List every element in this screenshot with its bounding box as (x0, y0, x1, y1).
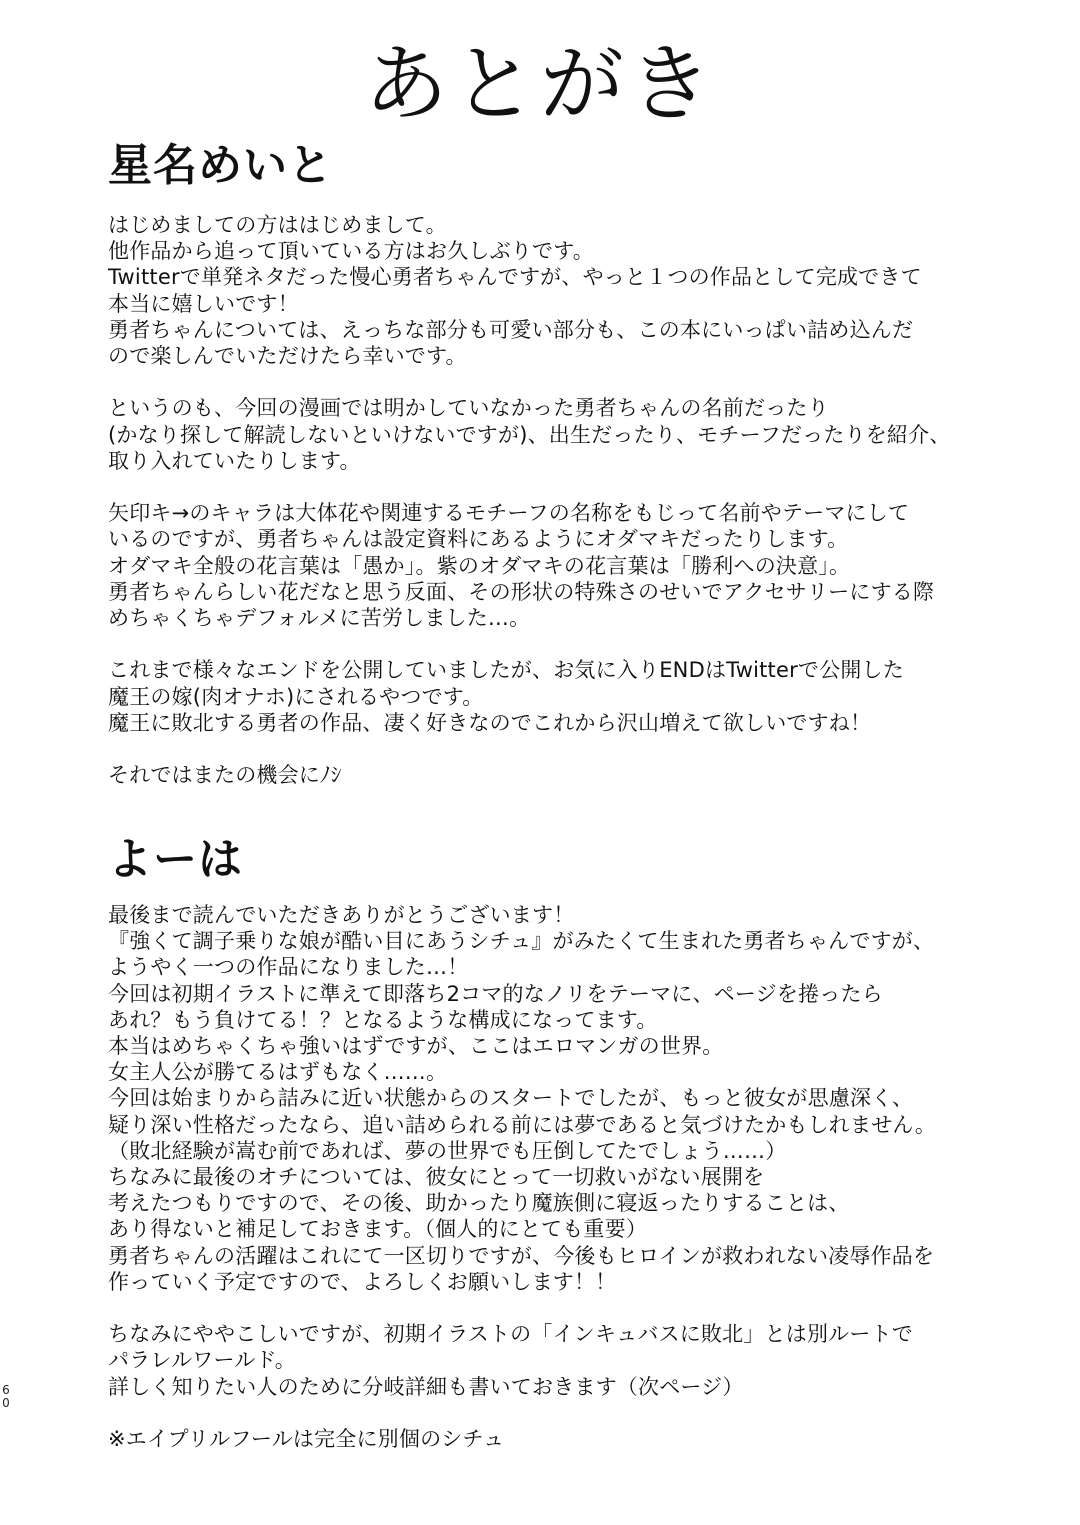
afterword-section-hoshina (108, 138, 1008, 788)
afterword-text-hoshina: はじめましての方ははじめまして。 他作品から追って頂いている方はお久しぶりです。 Twitterで単発ネタだった慢心勇者ちゃんですが、やっと１つの作品として完成できて 本当に嬉しいです！ 勇者ちゃんについては、えっちな部分も可愛い部分も、この本にいっぱい詰め込んだ ので楽しんでいただけたら幸いです。 というのも、今回の漫画では明かしていなかった勇者ちゃんの名前だったり (かなり探して解読しないといけないですが)、出生だったり、モチーフだったりを紹介、 取り入れていたりします。 矢印キ→のキャラは大体花や関連するモチーフの名称をもじって名前やテーマにして いるのですが、勇者ちゃんは設定資料にあるようにオダマキだったりします。 オダマキ全般の花言葉は「愚か」。紫のオダマキの花言葉は「勝利への決意」。 勇者ちゃんらしい花だなと思う反面、その形状の特殊さのせいでアクセサリーにする際 めちゃくちゃデフォルメに苦労しました…。 これまで様々なエンドを公開していましたが、お気に入りENDはTwitterで公開した 魔王の嫁(肉オナホ)にされるやつです。 魔王に敗北する勇者の作品、凄く好きなのでこれから沢山増えて欲しいですね！ それではまたの機会にﾉｼ (108, 213, 951, 788)
afterword-text-yooha: 最後まで読んでいただきありがとうございます！ 『強くて調子乗りな娘が酷い目にあうシチュ』がみたくて生まれた勇者ちゃんですが、 ようやく一つの作品になりました…！ 今回は初期イラストに準えて即落ち2コマ的なノリをテーマに、ページを捲ったら あれ？もう負けてる！？となるような構成になってます。 本当はめちゃくちゃ強いはずですが、ここはエロマンガの世界。 女主人公が勝てるはずもなく……。 今回は始まりから詰みに近い状態からのスタートでしたが、もっと彼女が思慮深く、 疑り深い性格だったなら、追い詰められる前には夢であると気づけたかもしれません。 （敗北経験が嵩む前であれば、夢の世界でも圧倒してたでしょう……） ちなみに最後のオチについては、彼女にとって一切救いがない展開を 考えたつもりですので、その後、助かったり魔族側に寝返ったりすることは、 あり得ないと補足しておきます。（個人的にとても重要） 勇者ちゃんの活躍はこれにて一区切りですが、今後もヒロインが救われない凌辱作品を 作っていく予定ですので、よろしくお願いします！！ ちなみにややこしいですが、初期イラストの「インキュバスに敗北」とは別ルートで パラレルワールド。 詳しく知りたい人のために分岐詳細も書いておきます（次ページ） ※エイプリルフールは完全に別個のシチュ (108, 903, 937, 1452)
author-name-yooha: よーは (108, 834, 243, 885)
afterword-section-yooha (108, 832, 1008, 1452)
author-name-hoshina-meito: 星名めいと (108, 140, 333, 191)
page-number: 6 0 (2, 1383, 10, 1410)
page-title: あとがき (363, 35, 716, 133)
